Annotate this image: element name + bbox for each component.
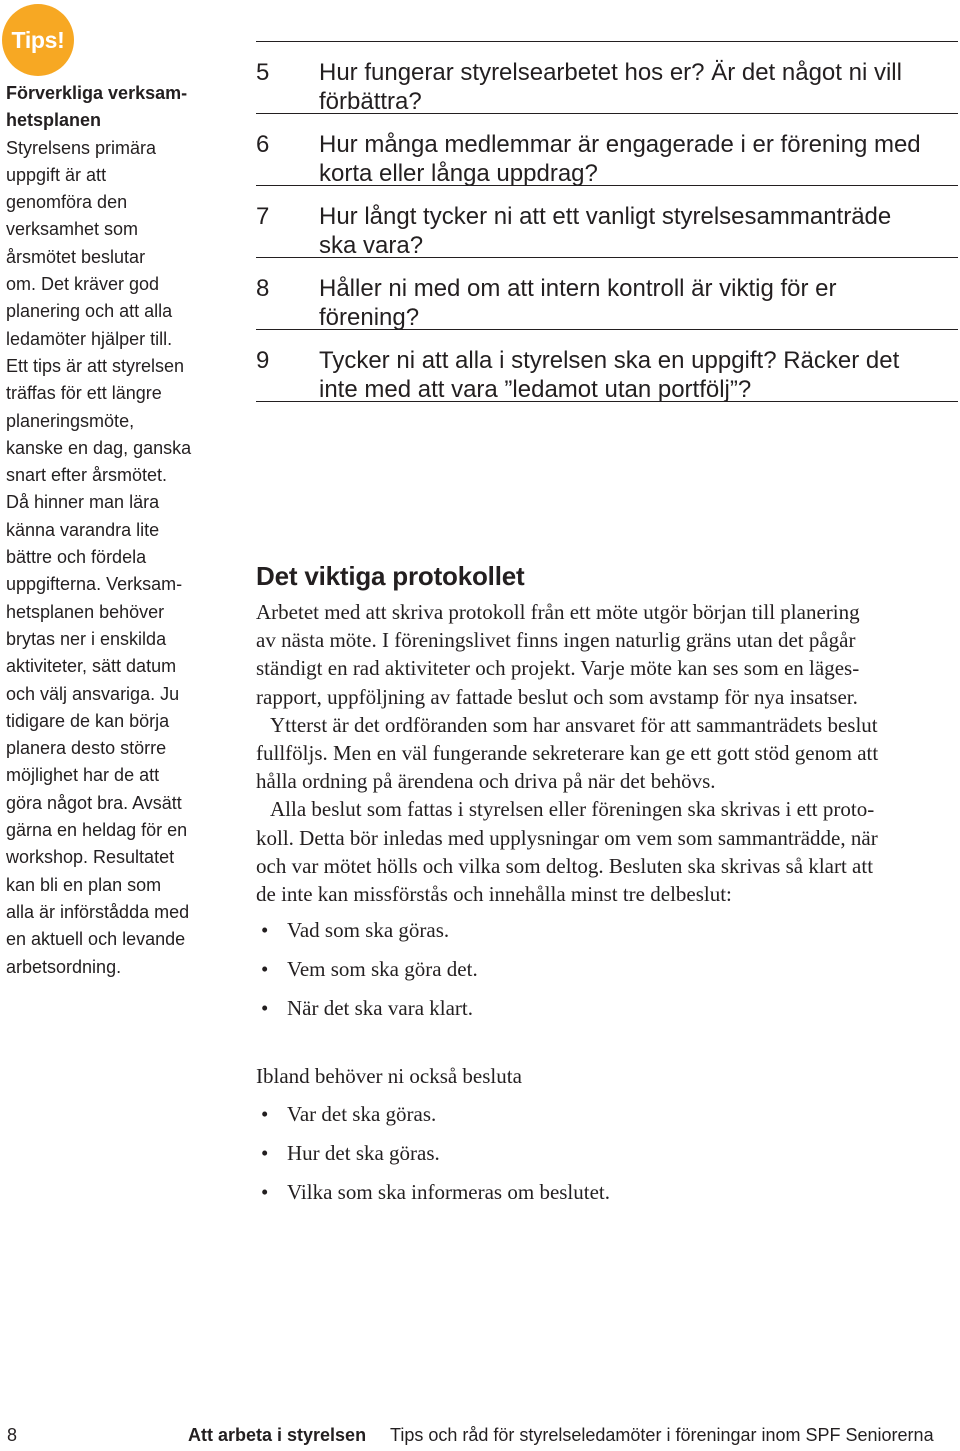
question-number: 7	[256, 203, 270, 230]
sidebar-heading-line: Förverkliga verksam-	[6, 83, 188, 103]
bullet-list-2	[256, 1102, 610, 1219]
question-item	[256, 258, 958, 329]
body-text-line: de inte kan missförstås och innehålla minst tre delbeslut:	[256, 882, 732, 907]
question-text-line: ska vara?	[319, 231, 424, 259]
bullet-item	[256, 1141, 610, 1180]
body-paragraph	[256, 598, 960, 711]
sidebar-text-line: Ett tips är att styrelsen	[6, 355, 185, 376]
bullet-item	[256, 1180, 610, 1219]
sidebar-text-line: snart efter årsmötet.	[6, 465, 168, 486]
question-text-line: Hur långt tycker ni att ett vanligt styrelsesammanträde	[319, 203, 892, 230]
body-text-line: och var mötet hölls och vilka som deltog. Besluten ska skrivas så klart att	[256, 853, 874, 878]
question-item	[256, 42, 958, 113]
sidebar-text-line: uppgift är att	[6, 164, 107, 185]
question-item	[256, 186, 958, 257]
bullet-item	[256, 996, 478, 1035]
question-item	[256, 330, 958, 401]
question-number: 9	[256, 347, 270, 374]
body-text-line: hålla ordning på ärendena och driva på när det behövs.	[256, 769, 716, 794]
question-text-line: förening?	[319, 303, 420, 331]
bullet-text: Vem som ska göra det.	[287, 957, 478, 981]
bullet-text: Var det ska göras.	[287, 1102, 437, 1126]
bullet-list-1	[256, 918, 478, 1035]
body-text-line: Arbetet med att skriva protokoll från ett möte utgör början till planering	[256, 600, 860, 624]
page-number: 8	[7, 1425, 18, 1445]
question-number: 5	[256, 59, 270, 86]
question-number: 8	[256, 275, 270, 302]
bullet-item	[256, 957, 478, 996]
question-text-line: Hur många medlemmar är engagerade i er förening med	[319, 131, 921, 158]
sidebar-text-line: bättre och fördela	[6, 547, 147, 568]
sidebar-text-line: alla är införstådda med	[6, 901, 190, 922]
section-title: Det viktiga protokollet	[256, 561, 525, 591]
body-text-line: rapport, uppföljning av fattade beslut och som avstamp för nya insatser.	[256, 684, 858, 709]
question-list	[256, 41, 958, 402]
question-item	[256, 114, 958, 185]
sidebar-text-line: kan bli en plan som	[6, 874, 162, 895]
sidebar-text-line: planering och att alla	[6, 301, 173, 322]
question-text	[319, 203, 891, 257]
sidebar-text-line: om. Det kräver god	[6, 274, 160, 295]
sidebar-heading-line: hetsplanen	[6, 110, 102, 131]
sidebar-text-line: hetsplanen behöver	[6, 601, 165, 622]
sidebar-text-line: verksamhet som	[6, 219, 139, 240]
body-text-line: av nästa möte. I föreningslivet finns ingen naturlig gräns utan det pågår	[256, 628, 856, 653]
bullet-dot-icon: •	[261, 957, 269, 981]
sidebar-heading	[6, 80, 216, 135]
sidebar-text-line: aktiviteter, sätt datum	[6, 656, 177, 677]
tips-badge-label: Tips!	[11, 26, 65, 53]
question-text	[319, 131, 921, 185]
sidebar-text-line: workshop. Resultatet	[6, 847, 175, 868]
body-text-line: Ytterst är det ordföranden som har ansvaret för att sammanträdets beslut	[270, 712, 878, 737]
sidebar-text-line: planeringsmöte,	[6, 410, 135, 431]
sidebar-text-line: tidigare de kan börja	[6, 710, 170, 731]
bullet-text: När det ska vara klart.	[287, 996, 473, 1020]
section-body	[256, 598, 960, 908]
footer-subtitle: Tips och råd för styrelseledamöter i föreningar inom SPF Seniorerna	[390, 1425, 934, 1445]
bullet-item	[256, 918, 478, 957]
intro-text-2: Ibland behöver ni också besluta	[256, 1064, 522, 1088]
sidebar-text-line: gärna en heldag för en	[6, 820, 188, 841]
footer-title: Att arbeta i styrelsen	[188, 1425, 367, 1445]
body-paragraph	[256, 795, 960, 908]
sidebar-text-line: träffas för ett längre	[6, 383, 162, 404]
body-text-line: koll. Detta bör inledas med upplysningar om vem som sammanträdde, när	[256, 825, 878, 850]
bullet-dot-icon: •	[261, 996, 269, 1020]
tips-sidebar	[6, 80, 216, 981]
bullet-text: Vilka som ska informeras om beslutet.	[287, 1180, 611, 1204]
sidebar-body	[6, 135, 216, 981]
tips-badge	[2, 4, 74, 76]
sidebar-text-line: och välj ansvariga. Ju	[6, 683, 180, 704]
bullet-item	[256, 1102, 610, 1141]
sidebar-text-line: genomföra den	[6, 192, 128, 213]
question-text-line: Håller ni med om att intern kontroll är viktig för er	[319, 275, 837, 302]
bullet-text: Hur det ska göras.	[287, 1141, 440, 1165]
sidebar-text-line: en aktuell och levande	[6, 929, 186, 950]
question-text-line: förbättra?	[319, 87, 422, 115]
question-text	[319, 59, 902, 113]
bullet-dot-icon: •	[261, 918, 269, 942]
question-number: 6	[256, 131, 270, 158]
question-text-line: inte med att vara ”ledamot utan portfölj”?	[319, 375, 752, 403]
sidebar-text-line: Då hinner man lära	[6, 492, 160, 513]
sidebar-text-line: känna varandra lite	[6, 519, 160, 540]
bullet-dot-icon: •	[261, 1102, 269, 1126]
bullet-dot-icon: •	[261, 1141, 269, 1165]
sidebar-text-line: ledamöter hjälper till.	[6, 328, 173, 349]
sidebar-text-line: årsmötet beslutar	[6, 246, 146, 267]
sidebar-text-line: Styrelsens primära	[6, 137, 157, 158]
sidebar-text-line: göra något bra. Avsätt	[6, 792, 182, 813]
sidebar-text-line: planera desto större	[6, 738, 167, 759]
question-text-line: Hur fungerar styrelsearbetet hos er? Är det något ni vill	[319, 59, 902, 86]
bullet-text: Vad som ska göras.	[287, 918, 450, 942]
body-text-line: Alla beslut som fattas i styrelsen eller föreningen ska skrivas i ett proto-	[270, 797, 875, 822]
question-text	[319, 275, 837, 329]
sidebar-text-line: kanske en dag, ganska	[6, 437, 192, 458]
sidebar-text-line: arbetsordning.	[6, 956, 122, 977]
sidebar-text-line: möjlighet har de att	[6, 765, 160, 786]
question-text-line: korta eller långa uppdrag?	[319, 159, 598, 187]
question-text-line: Tycker ni att alla i styrelsen ska en uppgift? Räcker det	[319, 347, 900, 374]
body-paragraph	[256, 711, 960, 796]
sidebar-text-line: uppgifterna. Verksam-	[6, 574, 183, 595]
bullet-dot-icon: •	[261, 1180, 269, 1204]
question-text	[319, 347, 899, 401]
body-text-line: fullföljs. Men en väl fungerande sekreterare kan ge ett gott stöd genom att	[256, 741, 879, 766]
sidebar-text-line: brytas ner i enskilda	[6, 628, 167, 649]
body-text-line: ständigt en rad aktiviteter och projekt. Varje möte kan ses som en läges-	[256, 656, 860, 681]
